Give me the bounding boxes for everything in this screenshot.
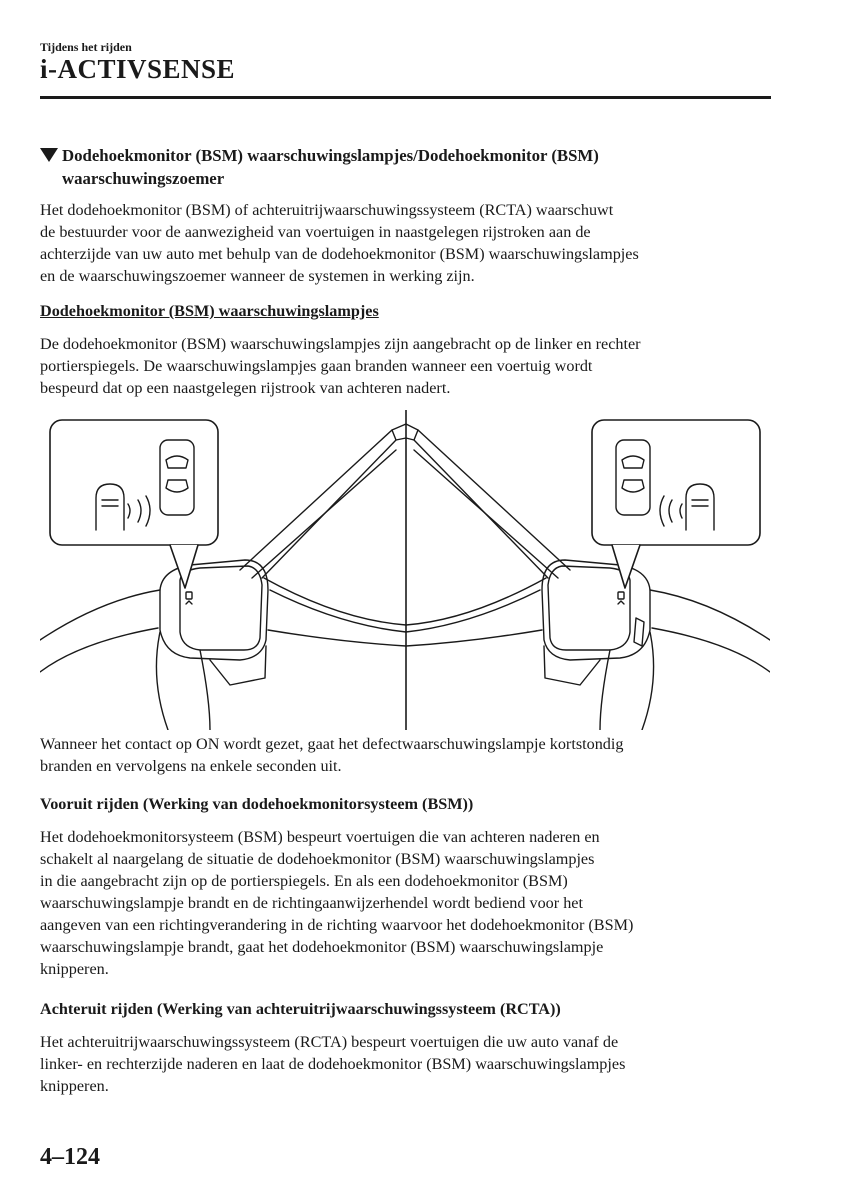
text-line: achterzijde van uw auto met behulp van de dodehoekmonitor (BSM) waarschuwingslampjes <box>40 245 639 263</box>
intro-paragraph <box>40 199 780 287</box>
text-line: en de waarschuwingszoemer wanneer de systemen in werking zijn. <box>40 267 475 285</box>
text-line: de bestuurder voor de aanwezigheid van voertuigen in naastgelegen rijstroken aan de <box>40 223 591 241</box>
subheading-lamps-text: Dodehoekmonitor (BSM) waarschuwingslampjes <box>40 302 379 320</box>
header-divider <box>40 96 771 99</box>
text-line: Het achteruitrijwaarschuwingssysteem (RCTA) bespeurt voertuigen die uw auto vanaf de <box>40 1033 619 1051</box>
text-line: Wanneer het contact op ON wordt gezet, gaat het defectwaarschuwingslampje kortstondig <box>40 735 624 753</box>
triangle-bullet-icon <box>40 148 58 162</box>
text-line: in die aangebracht zijn op de portierspiegels. En als een dodehoekmonitor (BSM) <box>40 872 568 890</box>
text-line: Het dodehoekmonitor (BSM) of achteruitrijwaarschuwingssysteem (RCTA) waarschuwt <box>40 201 614 219</box>
text-line: Het dodehoekmonitorsysteem (BSM) bespeurt voertuigen die van achteren naderen en <box>40 828 600 846</box>
forward-paragraph <box>40 826 780 980</box>
text-line: bespeurd dat op een naastgelegen rijstrook van achteren nadert. <box>40 379 451 397</box>
subheading-forward-text: Vooruit rijden (Werking van dodehoekmonitorsysteem (BSM)) <box>40 795 474 813</box>
text-line: branden en vervolgens na enkele seconden uit. <box>40 757 342 775</box>
text-line: waarschuwingslampje brandt en de richtingaanwijzerhendel wordt bediend voor het <box>40 894 583 912</box>
mirror-illustration <box>40 410 770 730</box>
section-label: Tijdens het rijden <box>40 40 132 54</box>
text-line: knipperen. <box>40 960 109 978</box>
page-title: i-ACTIVSENSE <box>40 54 236 84</box>
reverse-paragraph <box>40 1031 780 1097</box>
subheading-reverse-text: Achteruit rijden (Werking van achteruitrijwaarschuwingssysteem (RCTA)) <box>40 1000 561 1018</box>
subheading-reverse <box>40 998 780 1020</box>
subheading-lamps <box>40 300 780 322</box>
main-heading-line2: waarschuwingszoemer <box>62 169 225 188</box>
text-line: linker- en rechterzijde naderen en laat de dodehoekmonitor (BSM) waarschuwingslampjes <box>40 1055 626 1073</box>
main-heading-line1: Dodehoekmonitor (BSM) waarschuwingslampjes/Dodehoekmonitor (BSM) <box>62 146 599 165</box>
subheading-forward <box>40 793 780 815</box>
lamps-paragraph <box>40 333 780 399</box>
main-heading <box>40 144 780 190</box>
text-line: schakelt al naargelang de situatie de dodehoekmonitor (BSM) waarschuwingslampjes <box>40 850 595 868</box>
text-line: aangeven van een richtingverandering in de richting waarvoor het dodehoekmonitor (BSM) <box>40 916 634 934</box>
text-line: knipperen. <box>40 1077 109 1095</box>
page-number: 4–124 <box>40 1144 100 1170</box>
text-line: De dodehoekmonitor (BSM) waarschuwingslampjes zijn aangebracht op de linker en rechter <box>40 335 641 353</box>
text-line: portierspiegels. De waarschuwingslampjes gaan branden wanneer een voertuig wordt <box>40 357 593 375</box>
after-figure-paragraph <box>40 733 780 777</box>
text-line: waarschuwingslampje brandt, gaat het dodehoekmonitor (BSM) waarschuwingslampje <box>40 938 604 956</box>
